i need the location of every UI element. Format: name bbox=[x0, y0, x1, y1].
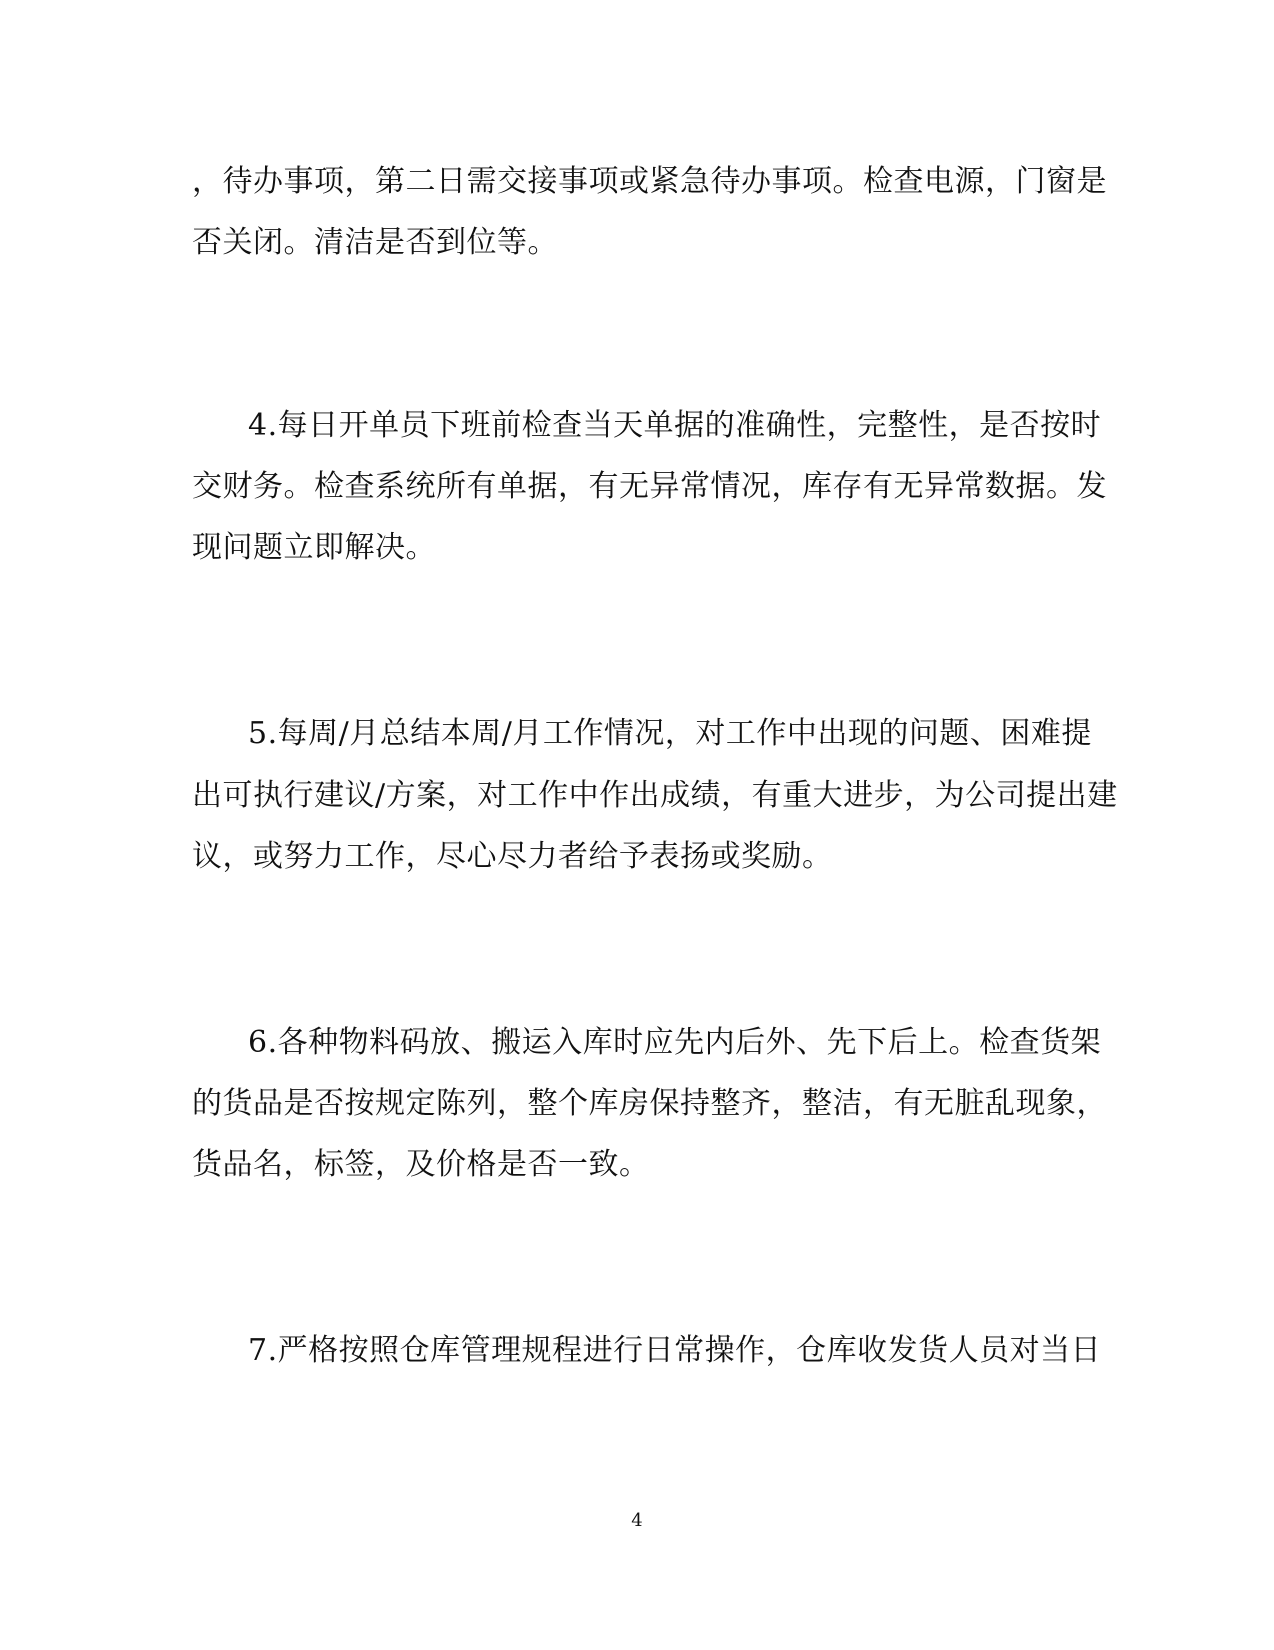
paragraph-line: 货品名，标签，及价格是否一致。 bbox=[192, 1147, 650, 1182]
paragraph-line: 出可执行建议/方案，对工作中作出成绩，有重大进步，为公司提出建 bbox=[192, 778, 1118, 813]
paragraph-line: 4.每日开单员下班前检查当天单据的准确性，完整性，是否按时 bbox=[248, 408, 1102, 443]
paragraph-line: 5.每周/月总结本周/月工作情况，对工作中出现的问题、困难提 bbox=[248, 716, 1092, 751]
paragraph-line: 议，或努力工作，尽心尽力者给予表扬或奖励。 bbox=[192, 839, 833, 874]
paragraph-line: 的货品是否按规定陈列，整个库房保持整齐，整洁，有无脏乱现象， bbox=[192, 1086, 1107, 1121]
paragraph-line: 现问题立即解决。 bbox=[192, 530, 436, 565]
paragraph-line: ，待办事项，第二日需交接事项或紧急待办事项。检查电源，门窗是 bbox=[192, 164, 1107, 199]
paragraph-line: 6.各种物料码放、搬运入库时应先内后外、先下后上。检查货架 bbox=[248, 1025, 1102, 1060]
paragraph-line: 否关闭。清洁是否到位等。 bbox=[192, 225, 558, 260]
paragraph-line: 7.严格按照仓库管理规程进行日常操作，仓库收发货人员对当日 bbox=[248, 1333, 1102, 1368]
page-number: 4 bbox=[631, 1510, 643, 1531]
paragraph-line: 交财务。检查系统所有单据，有无异常情况，库存有无异常数据。发 bbox=[192, 469, 1107, 504]
